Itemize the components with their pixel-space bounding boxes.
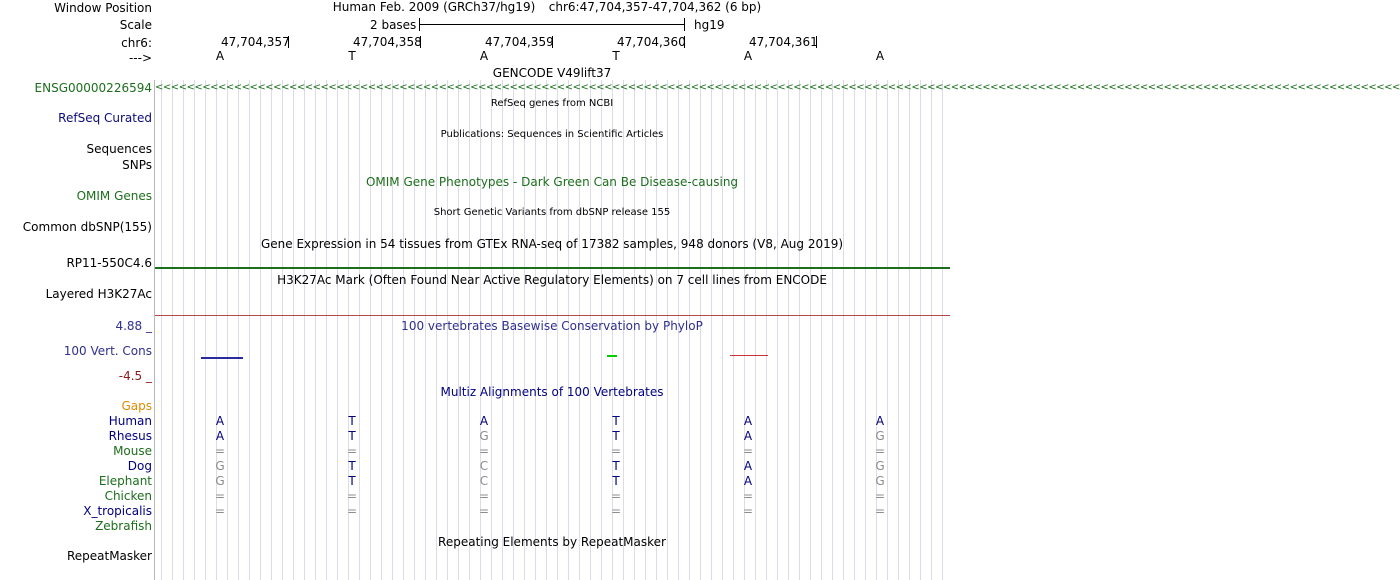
aligned-base: G (875, 429, 885, 443)
aligned-base: = (478, 504, 490, 518)
gridline (238, 80, 239, 580)
aligned-base: = (214, 504, 226, 518)
aligned-base: A (743, 459, 753, 473)
gridline (942, 80, 943, 580)
aligned-base: = (610, 444, 622, 458)
gridline (898, 80, 899, 580)
gridline (315, 80, 316, 580)
cons-min-label: -4.5 _ (118, 369, 152, 383)
species-label[interactable]: Human (108, 414, 152, 428)
gtex-gene-label[interactable]: RP11-550C4.6 (66, 256, 152, 270)
gridline (821, 80, 822, 580)
aligned-base: T (612, 459, 620, 473)
gridline (205, 80, 206, 580)
aligned-base: = (610, 504, 622, 518)
aligned-base: = (214, 444, 226, 458)
aligned-base: A (875, 414, 885, 428)
refseq-track-label[interactable]: RefSeq Curated (58, 111, 152, 125)
reference-base: T (348, 49, 356, 63)
repeatmasker-track-title: Repeating Elements by RepeatMasker (438, 535, 666, 549)
refseq-track-title: RefSeq genes from NCBI (490, 98, 614, 109)
gridline (370, 80, 371, 580)
ruler-tick-label: 47,704,361 (749, 35, 818, 49)
species-label[interactable]: Dog (127, 459, 152, 473)
aligned-base: C (479, 474, 489, 488)
reference-base: T (612, 49, 620, 63)
gridline (282, 80, 283, 580)
scale-bar-left-cap (419, 18, 420, 31)
aligned-base: C (479, 459, 489, 473)
aligned-base: A (743, 474, 753, 488)
track-image-area[interactable] (155, 0, 1400, 580)
gridline (810, 80, 811, 580)
snps-track-label[interactable]: SNPs (122, 158, 152, 172)
gridline (854, 80, 855, 580)
aligned-base: G (875, 474, 885, 488)
aligned-base: = (214, 489, 226, 503)
species-label[interactable]: Elephant (98, 474, 152, 488)
cons-track-label[interactable]: 100 Vert. Cons (63, 344, 152, 358)
window-position-label: Window Position (54, 1, 152, 15)
aligned-base: = (478, 489, 490, 503)
aligned-base: = (742, 489, 754, 503)
gridline (777, 80, 778, 580)
reference-base: A (215, 49, 225, 63)
scale-label: Scale (119, 18, 152, 32)
aligned-base: = (610, 489, 622, 503)
gridline (788, 80, 789, 580)
species-label[interactable]: Mouse (113, 444, 152, 458)
gridline (161, 80, 162, 580)
track-label-column (0, 0, 153, 580)
aligned-base: T (348, 429, 356, 443)
aligned-base: A (215, 429, 225, 443)
position-title: chr6:47,704,357-47,704,362 (6 bp) (548, 0, 762, 14)
strand-direction-toggle[interactable]: ---> (128, 51, 152, 65)
omim-track-label[interactable]: OMIM Genes (76, 189, 152, 203)
gencode-transcript-line[interactable]: <<<<<<<<<<<<<<<<<<<<<<<<<<<<<<<<<<<<<<<<<<<<<<<<<<<<<<<<<<<<<<<<<<<<<<<<<<<<<<<<<<<<<<<<<<<<<<<<<<<<<<<<<<<<<<<<<<<<<<<<<<<<<<<<<<<<<<<<<<<<<<<<<<<<<<<<<<<<<< (155, 82, 1400, 93)
sequences-track-label[interactable]: Sequences (86, 142, 152, 156)
species-label[interactable]: Zebrafish (95, 519, 152, 533)
scale-text: 2 bases (370, 18, 417, 32)
gridline (326, 80, 327, 580)
gridline (711, 80, 712, 580)
h3k27ac-track-label[interactable]: Layered H3K27Ac (45, 287, 152, 301)
gridline (304, 80, 305, 580)
repeatmasker-track-label[interactable]: RepeatMasker (66, 549, 152, 563)
gridline (799, 80, 800, 580)
aligned-base: G (215, 459, 225, 473)
aligned-base: G (875, 459, 885, 473)
gridline (843, 80, 844, 580)
aligned-base: T (612, 429, 620, 443)
ruler-tick-label: 47,704,359 (485, 35, 554, 49)
cons-score-bar (607, 355, 617, 357)
h3k27ac-signal-baseline[interactable] (155, 315, 950, 316)
omim-track-title: OMIM Gene Phenotypes - Dark Green Can Be Disease-causing (365, 175, 739, 189)
phylop-track-title: 100 vertebrates Basewise Conservation by PhyloP (401, 319, 703, 333)
scale-bar-right-cap (684, 18, 685, 31)
aligned-base: = (478, 444, 490, 458)
dbsnp-track-label[interactable]: Common dbSNP(155) (22, 220, 152, 234)
gridline (722, 80, 723, 580)
aligned-base: = (874, 489, 886, 503)
gridline (337, 80, 338, 580)
gridline (909, 80, 910, 580)
gridline (293, 80, 294, 580)
aligned-base: T (348, 459, 356, 473)
gridline (381, 80, 382, 580)
gridline (865, 80, 866, 580)
species-label[interactable]: Rhesus (108, 429, 152, 443)
aligned-base: A (215, 414, 225, 428)
species-label[interactable]: X_tropicalis (83, 504, 152, 518)
ruler-tick-label: 47,704,357 (221, 35, 290, 49)
ruler-tick-label: 47,704,360 (617, 35, 686, 49)
gtex-gene-bar[interactable] (155, 267, 950, 269)
gridline (260, 80, 261, 580)
gridline (183, 80, 184, 580)
gaps-label: Gaps (121, 399, 152, 413)
aligned-base: = (874, 504, 886, 518)
cons-score-bar (201, 357, 243, 359)
aligned-base: G (479, 429, 489, 443)
aligned-base: A (479, 414, 489, 428)
gridline (392, 80, 393, 580)
gencode-track-title: GENCODE V49lift37 (492, 66, 612, 80)
gridline (249, 80, 250, 580)
gridline (766, 80, 767, 580)
aligned-base: = (742, 444, 754, 458)
cons-score-bar (730, 355, 768, 356)
h3k27ac-track-title: H3K27Ac Mark (Often Found Near Active Regulatory Elements) on 7 cell lines from ENCODE (277, 273, 827, 287)
aligned-base: T (348, 474, 356, 488)
multiz-track-title: Multiz Alignments of 100 Vertebrates (440, 385, 664, 399)
aligned-base: = (346, 444, 358, 458)
aligned-base: G (215, 474, 225, 488)
gridline (271, 80, 272, 580)
species-label[interactable]: Chicken (104, 489, 152, 503)
gridline (920, 80, 921, 580)
assembly-title: Human Feb. 2009 (GRCh37/hg19) (332, 0, 536, 14)
aligned-base: = (346, 489, 358, 503)
reference-base: A (479, 49, 489, 63)
aligned-base: T (612, 474, 620, 488)
gridline (733, 80, 734, 580)
aligned-base: = (346, 504, 358, 518)
gridline (172, 80, 173, 580)
aligned-base: T (348, 414, 356, 428)
dbsnp-track-title: Short Genetic Variants from dbSNP release 155 (433, 207, 671, 218)
ruler-tick-label: 47,704,358 (353, 35, 422, 49)
publications-track-title: Publications: Sequences in Scientific Articles (440, 129, 664, 140)
reference-base: A (875, 49, 885, 63)
aligned-base: A (743, 414, 753, 428)
gridline (194, 80, 195, 580)
aligned-base: T (612, 414, 620, 428)
chrom-label: chr6: (121, 36, 152, 50)
scale-db: hg19 (694, 18, 725, 32)
reference-base: A (743, 49, 753, 63)
aligned-base: A (743, 429, 753, 443)
gtex-track-title: Gene Expression in 54 tissues from GTEx RNA-seq of 17382 samples, 948 donors (V8, Aug 2019) (260, 237, 844, 251)
cons-max-label: 4.88 _ (115, 319, 152, 333)
aligned-base: = (742, 504, 754, 518)
gridline (832, 80, 833, 580)
gridline (931, 80, 932, 580)
scale-bar (419, 24, 685, 25)
gencode-gene-label[interactable]: ENSG00000226594 (34, 81, 152, 95)
aligned-base: = (874, 444, 886, 458)
